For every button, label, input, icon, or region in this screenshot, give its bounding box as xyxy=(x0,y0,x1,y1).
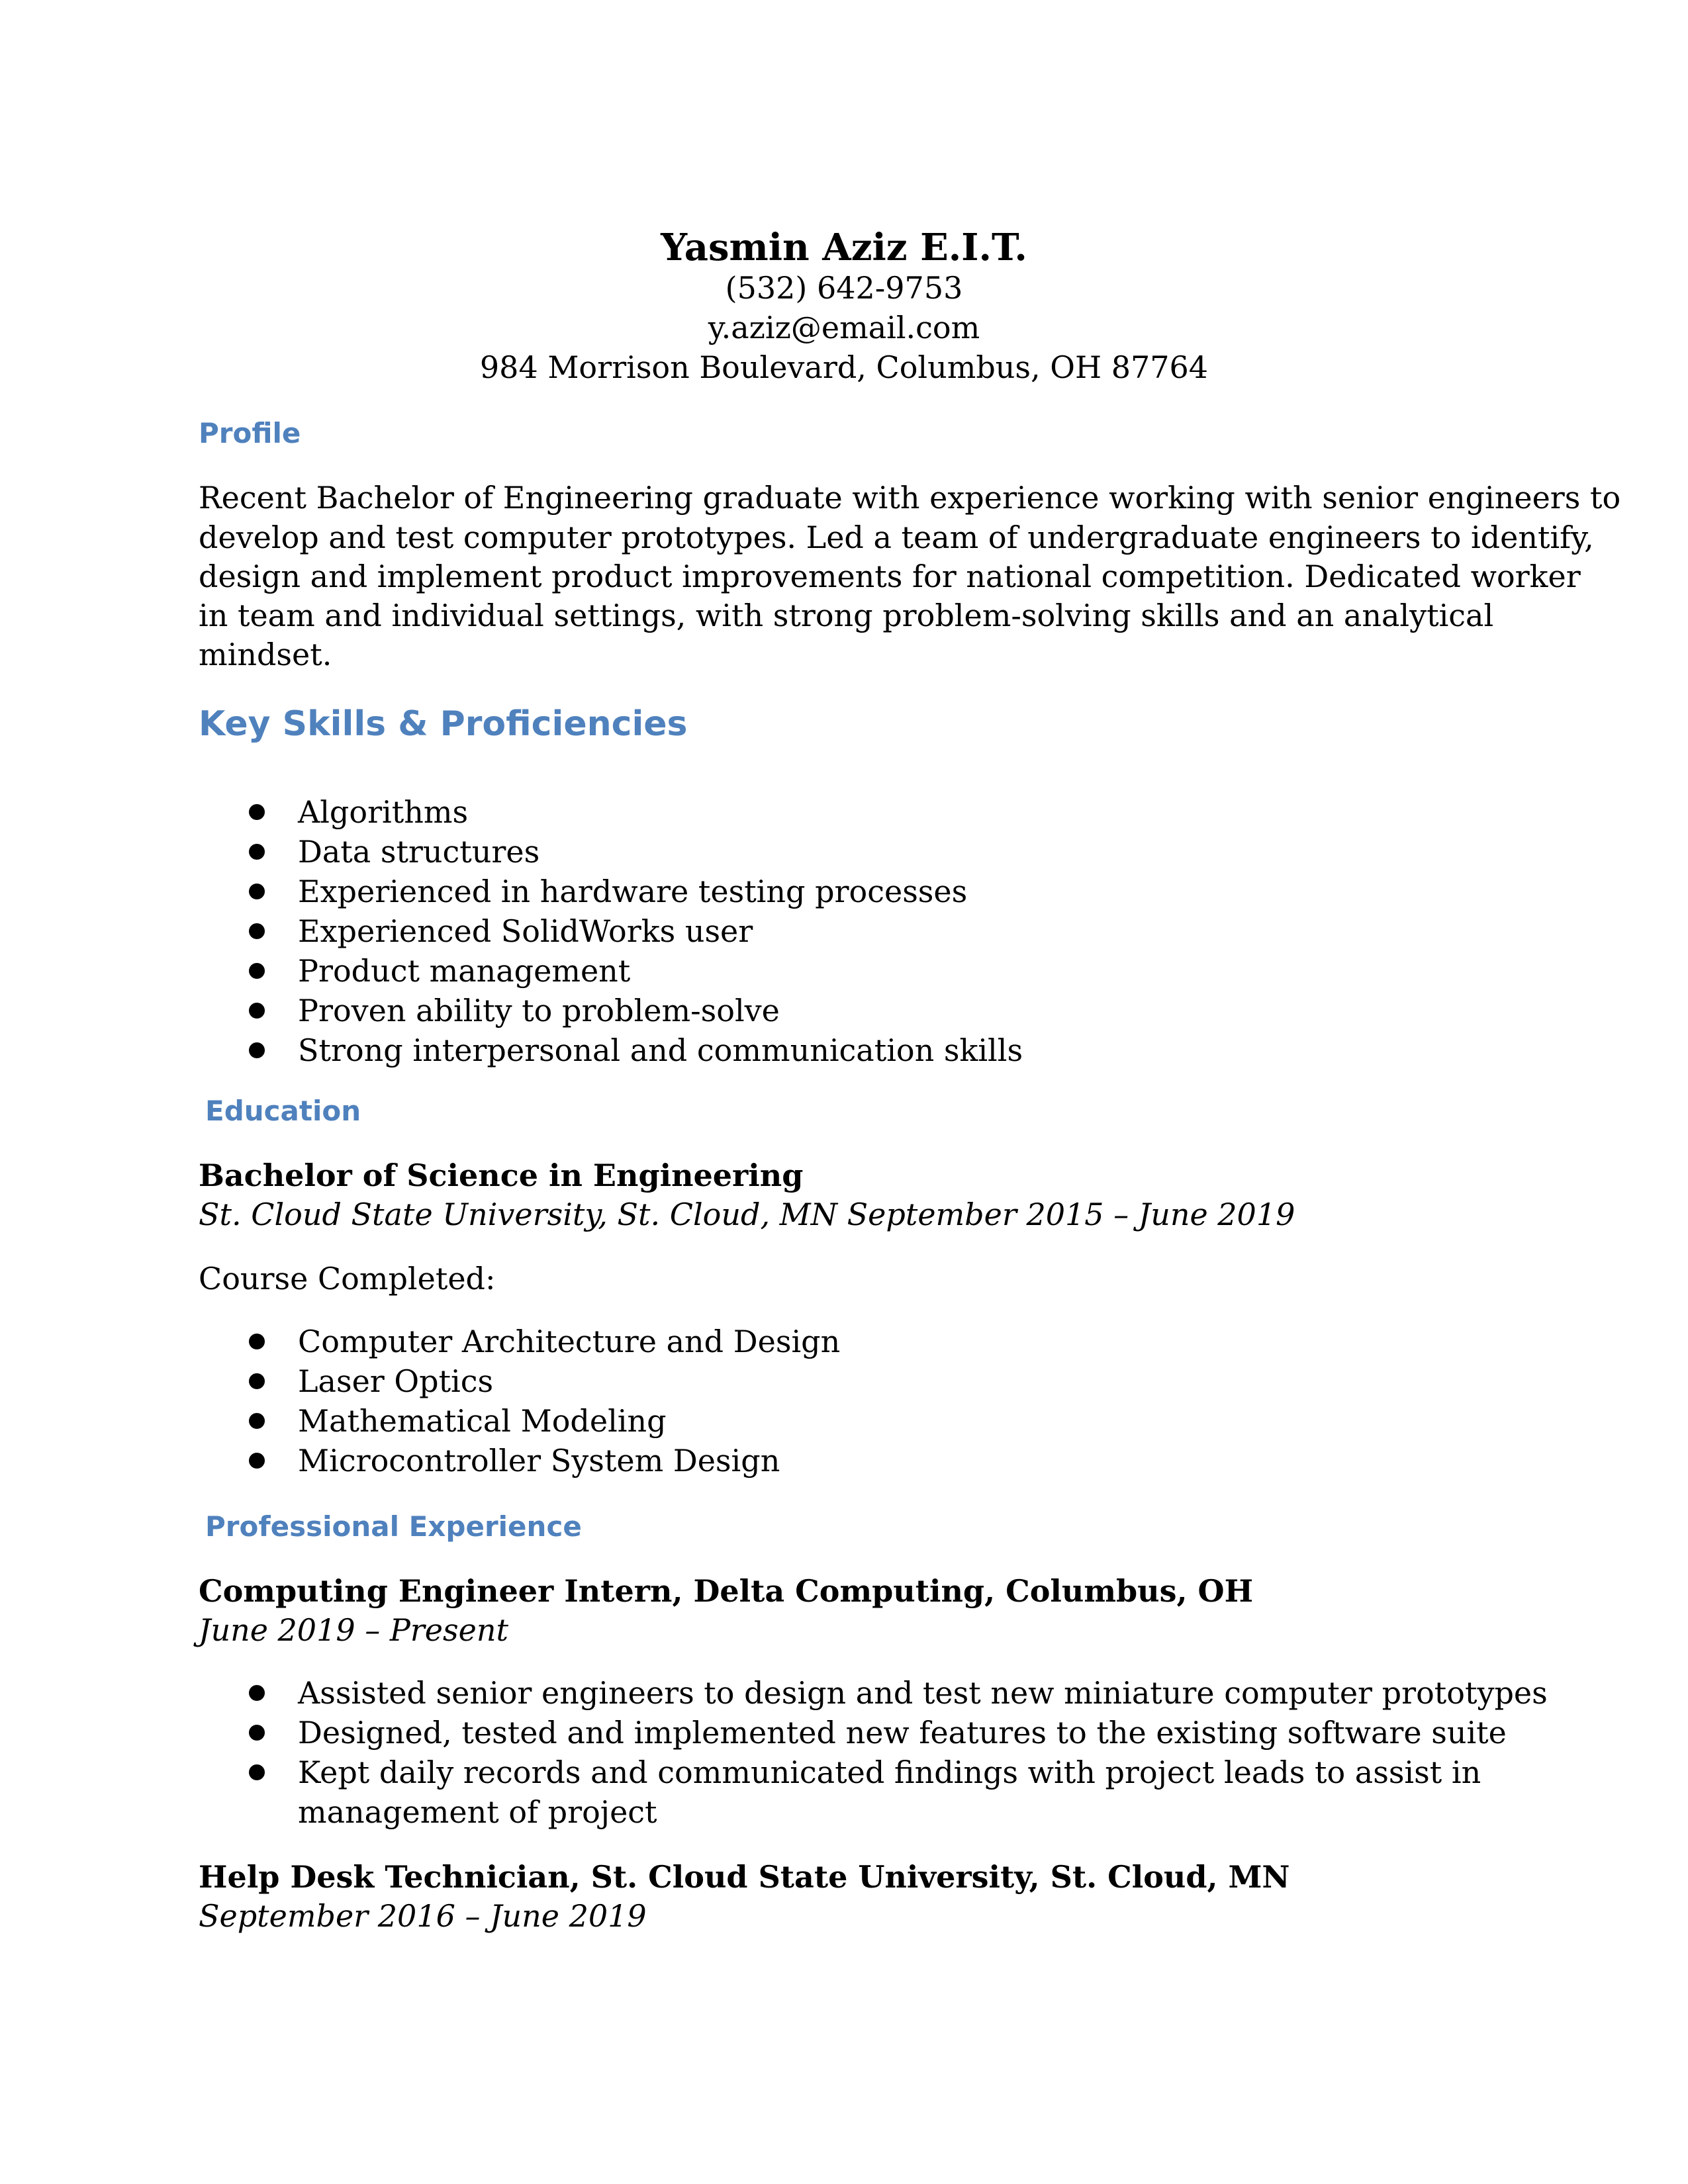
profile-line: in team and individual settings, with strong problem-solving skills and an analytical xyxy=(199,598,1494,633)
duty-text: Assisted senior engineers to design and test new miniature computer prototypes xyxy=(298,1675,1548,1711)
street-address: 984 Morrison Boulevard, Columbus, OH 87764 xyxy=(479,349,1209,385)
profile-heading: Profile xyxy=(199,417,301,449)
skill-text: Proven ability to problem-solve xyxy=(298,993,780,1028)
profile-line: mindset. xyxy=(199,637,332,672)
bullet-icon xyxy=(249,884,265,899)
job-dates: September 2016 – June 2019 xyxy=(199,1898,647,1934)
skills-heading: Key Skills & Proficiencies xyxy=(199,704,688,744)
profile-line: design and implement product improvements for national competition. Dedicated worker xyxy=(199,559,1581,594)
course-text: Computer Architecture and Design xyxy=(298,1324,841,1359)
school-and-dates: St. Cloud State University, St. Cloud, MN September 2015 – June 2019 xyxy=(199,1197,1295,1232)
bullet-icon xyxy=(249,1373,265,1389)
bullet-icon xyxy=(249,1764,265,1780)
bullet-icon xyxy=(249,804,265,820)
skill-text: Experienced SolidWorks user xyxy=(298,913,753,949)
bullet-icon xyxy=(249,923,265,939)
profile-line: develop and test computer prototypes. Led a team of undergraduate engineers to identify, xyxy=(199,520,1594,555)
bullet-icon xyxy=(249,1685,265,1701)
skill-text: Strong interpersonal and communication skills xyxy=(298,1032,1023,1068)
duty-text-continued: management of project xyxy=(298,1794,657,1830)
bullet-icon xyxy=(249,1334,265,1349)
course-text: Laser Optics xyxy=(298,1363,494,1399)
job-title: Help Desk Technician, St. Cloud State University, St. Cloud, MN xyxy=(199,1859,1290,1895)
profile-line: Recent Bachelor of Engineering graduate with experience working with senior engineers to xyxy=(199,480,1621,516)
bullet-icon xyxy=(249,1453,265,1469)
course-text: Microcontroller System Design xyxy=(298,1443,780,1479)
phone-number: (532) 642-9753 xyxy=(725,270,963,306)
job-title: Computing Engineer Intern, Delta Computing, Columbus, OH xyxy=(199,1573,1254,1609)
course-text: Mathematical Modeling xyxy=(298,1403,667,1439)
job-dates: June 2019 – Present xyxy=(199,1612,508,1648)
candidate-name: Yasmin Aziz E.I.T. xyxy=(661,226,1027,269)
experience-heading: Professional Experience xyxy=(205,1510,582,1543)
education-heading: Education xyxy=(205,1095,361,1127)
skill-text: Product management xyxy=(298,953,631,989)
duty-text: Kept daily records and communicated findings with project leads to assist in xyxy=(298,1754,1481,1790)
bullet-icon xyxy=(249,1413,265,1429)
courses-label: Course Completed: xyxy=(199,1261,496,1297)
bullet-icon xyxy=(249,844,265,860)
degree-title: Bachelor of Science in Engineering xyxy=(199,1158,804,1193)
email-address: y.aziz@email.com xyxy=(708,310,980,345)
duty-text: Designed, tested and implemented new features to the existing software suite xyxy=(298,1715,1507,1751)
bullet-icon xyxy=(249,1042,265,1058)
bullet-icon xyxy=(249,963,265,979)
bullet-icon xyxy=(249,1725,265,1741)
skill-text: Experienced in hardware testing processes xyxy=(298,874,968,909)
skill-text: Data structures xyxy=(298,834,540,870)
bullet-icon xyxy=(249,1003,265,1019)
skill-text: Algorithms xyxy=(298,794,469,830)
